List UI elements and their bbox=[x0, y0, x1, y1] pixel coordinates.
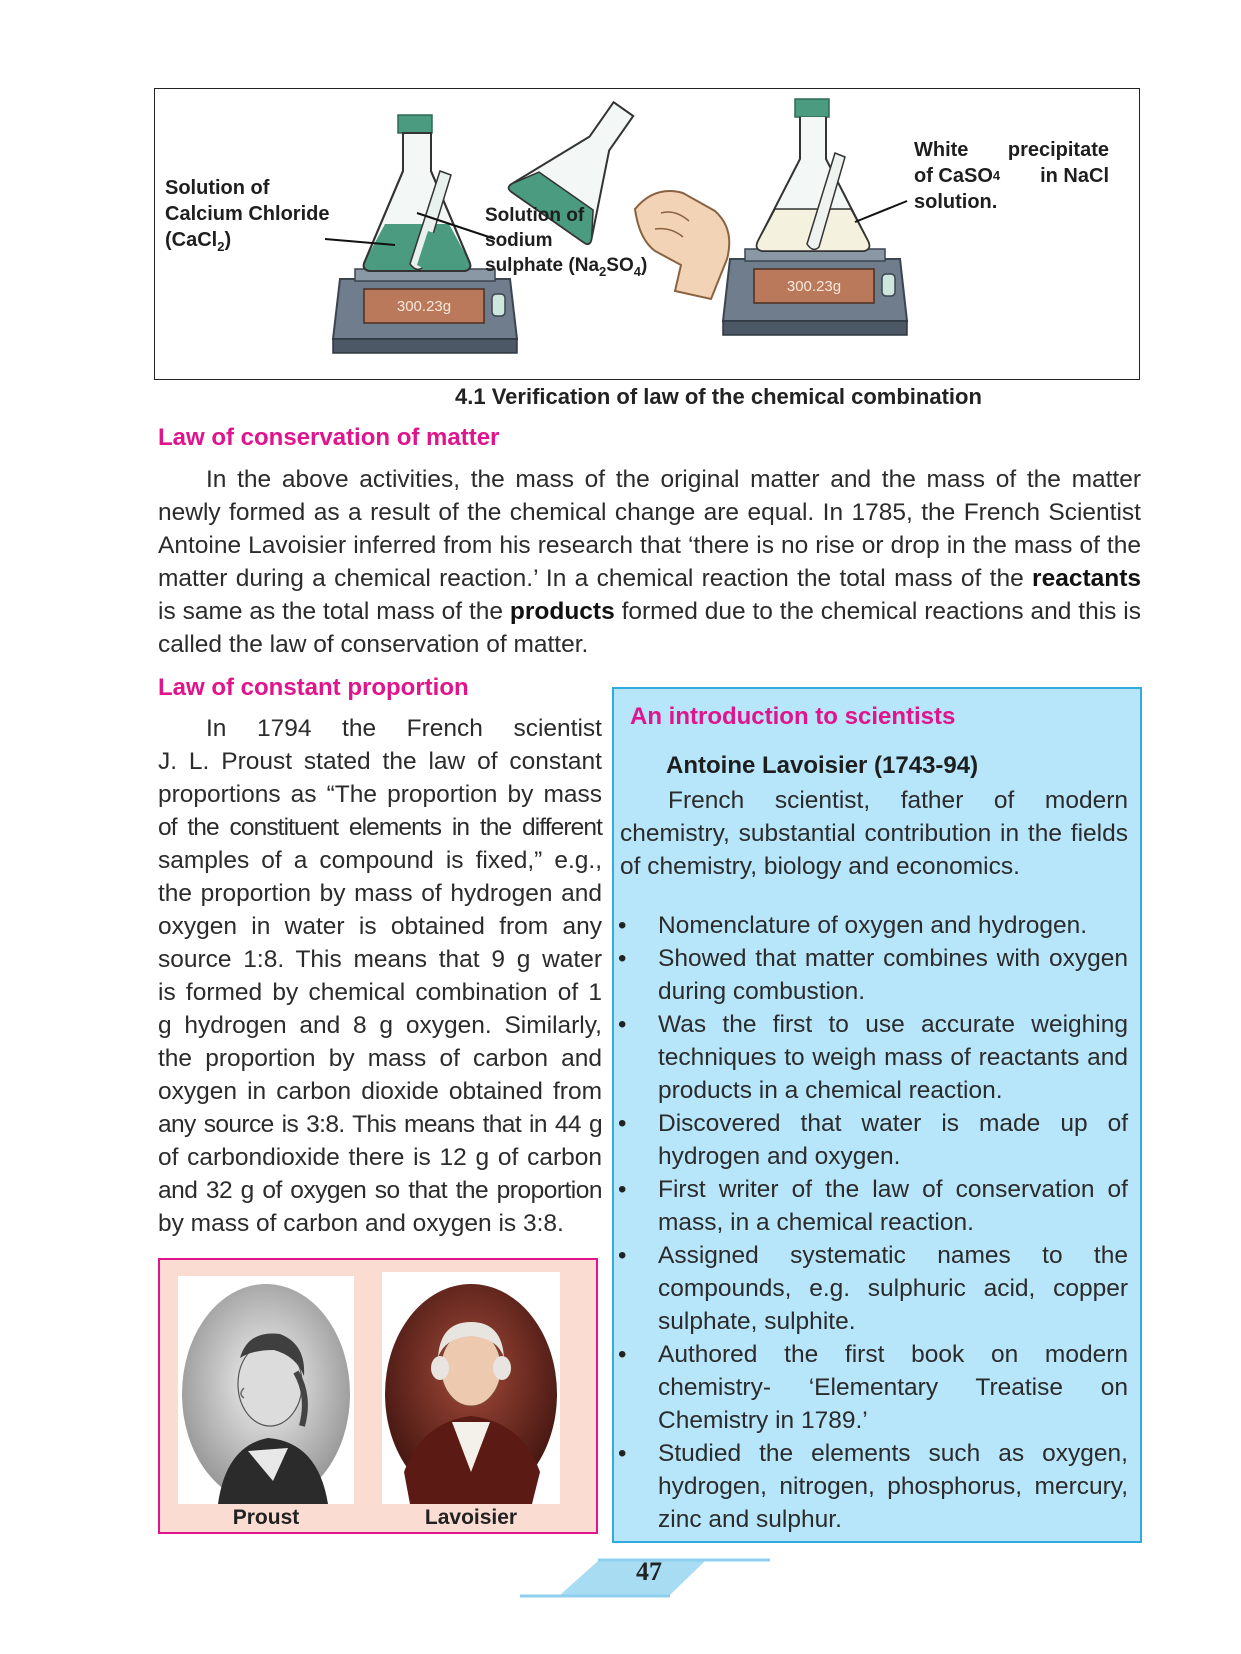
figure-label-calcium-chloride: Solution of Calcium Chloride (CaCl$_2$) bbox=[165, 177, 330, 254]
right-scale-reading: 300.23g bbox=[786, 278, 842, 295]
scientist-intro: French scientist, father of modern chemistry, substantial contribution in the fields of chemistry, biology and economics. bbox=[620, 787, 1128, 880]
figure-frame bbox=[154, 88, 1140, 380]
paragraph-conservation-of-matter: In the above activities, the mass of the original matter and the mass of the matter newly formed as a result of the chemical change are equal. In 1785, the French Scientist Antoine Lavoisier inferred from his research that ‘there is no rise or drop in the mass of the matter during a chemical reaction.’ In a chemical reaction the total mass of the reactants is same as the total mass of the products formed due to the chemical reactions and this is called the law of conservation of matter. bbox=[158, 466, 1141, 658]
list-item: • Nomenclature of oxygen and hydrogen. bbox=[618, 909, 1128, 942]
portraits-panel bbox=[158, 1258, 598, 1534]
left-scale-reading: 300.23g bbox=[396, 298, 452, 315]
list-item: • Was the first to use accurate weighing techniques to weigh mass of reactants and products in a chemical reaction. bbox=[618, 1008, 1128, 1107]
scientist-name: Antoine Lavoisier (1743-94) bbox=[666, 752, 979, 779]
list-item: • First writer of the law of conservation of mass, in a chemical reaction. bbox=[618, 1173, 1128, 1239]
heading-law-of-constant-proportion: Law of constant proportion bbox=[158, 674, 469, 701]
scientist-introduction-box bbox=[612, 687, 1142, 1543]
left-conical-flask bbox=[364, 115, 471, 271]
portrait-caption-lavoisier: Lavoisier bbox=[424, 1506, 518, 1529]
list-item: • Studied the elements such as oxygen, hydrogen, nitrogen, phosphorus, mercury, zinc and sulphur. bbox=[618, 1437, 1128, 1536]
right-weighing-scale bbox=[723, 249, 907, 335]
figure-label-sodium-sulphate: Solution of sodium sulphate $(Na_2SO_4)$ bbox=[485, 205, 648, 279]
paragraph-constant-proportion: In 1794 the French scientist J. L. Proust stated the law of constant proportions as “The proportion by mass of the constituent elements in the different samples of a compound is fixed,” e.g., the proportion by mass of hydrogen and oxygen in water is obtained from any source 1:8. This means that 9 g water is formed by chemical combination of 1 g hydrogen and 8 g oxygen. Similarly, the proportion by mass of carbon and oxygen in carbon dioxide obtained from any source is 3:8. This means that in 44 g of carbondioxide there is 12 g of carbon and 32 g of oxygen so that the proportion by mass of carbon and oxygen is 3:8. bbox=[158, 715, 602, 1237]
list-item: • Discovered that water is made up of hydrogen and oxygen. bbox=[618, 1107, 1128, 1173]
scientist-box-heading: An introduction to scientists bbox=[630, 703, 956, 730]
proust-engraving-image bbox=[178, 1276, 354, 1504]
list-item: • Assigned systematic names to the compounds, e.g. sulphuric acid, copper sulphate, sulphite. bbox=[618, 1239, 1128, 1338]
figure-caption: 4.1 Verification of law of the chemical combination bbox=[455, 384, 982, 409]
lavoisier-painting-image bbox=[382, 1272, 560, 1504]
portrait-lavoisier bbox=[382, 1272, 560, 1504]
list-item: • Showed that matter combines with oxygen during combustion. bbox=[618, 942, 1128, 1008]
portrait-proust bbox=[178, 1276, 354, 1504]
portrait-caption-proust: Proust bbox=[232, 1506, 300, 1529]
scientist-contribution-list bbox=[618, 909, 1128, 1536]
page-number: 47 bbox=[636, 1557, 662, 1586]
list-item: • Authored the first book on modern chemistry- ‘Elementary Treatise on Chemistry in 1789.’ bbox=[618, 1338, 1128, 1437]
right-conical-flask bbox=[757, 99, 870, 251]
heading-law-of-conservation: Law of conservation of matter bbox=[158, 424, 500, 451]
figure-label-white-precipitate: White precipitate of CaSO 4 in NaCl solution. bbox=[914, 139, 1109, 213]
